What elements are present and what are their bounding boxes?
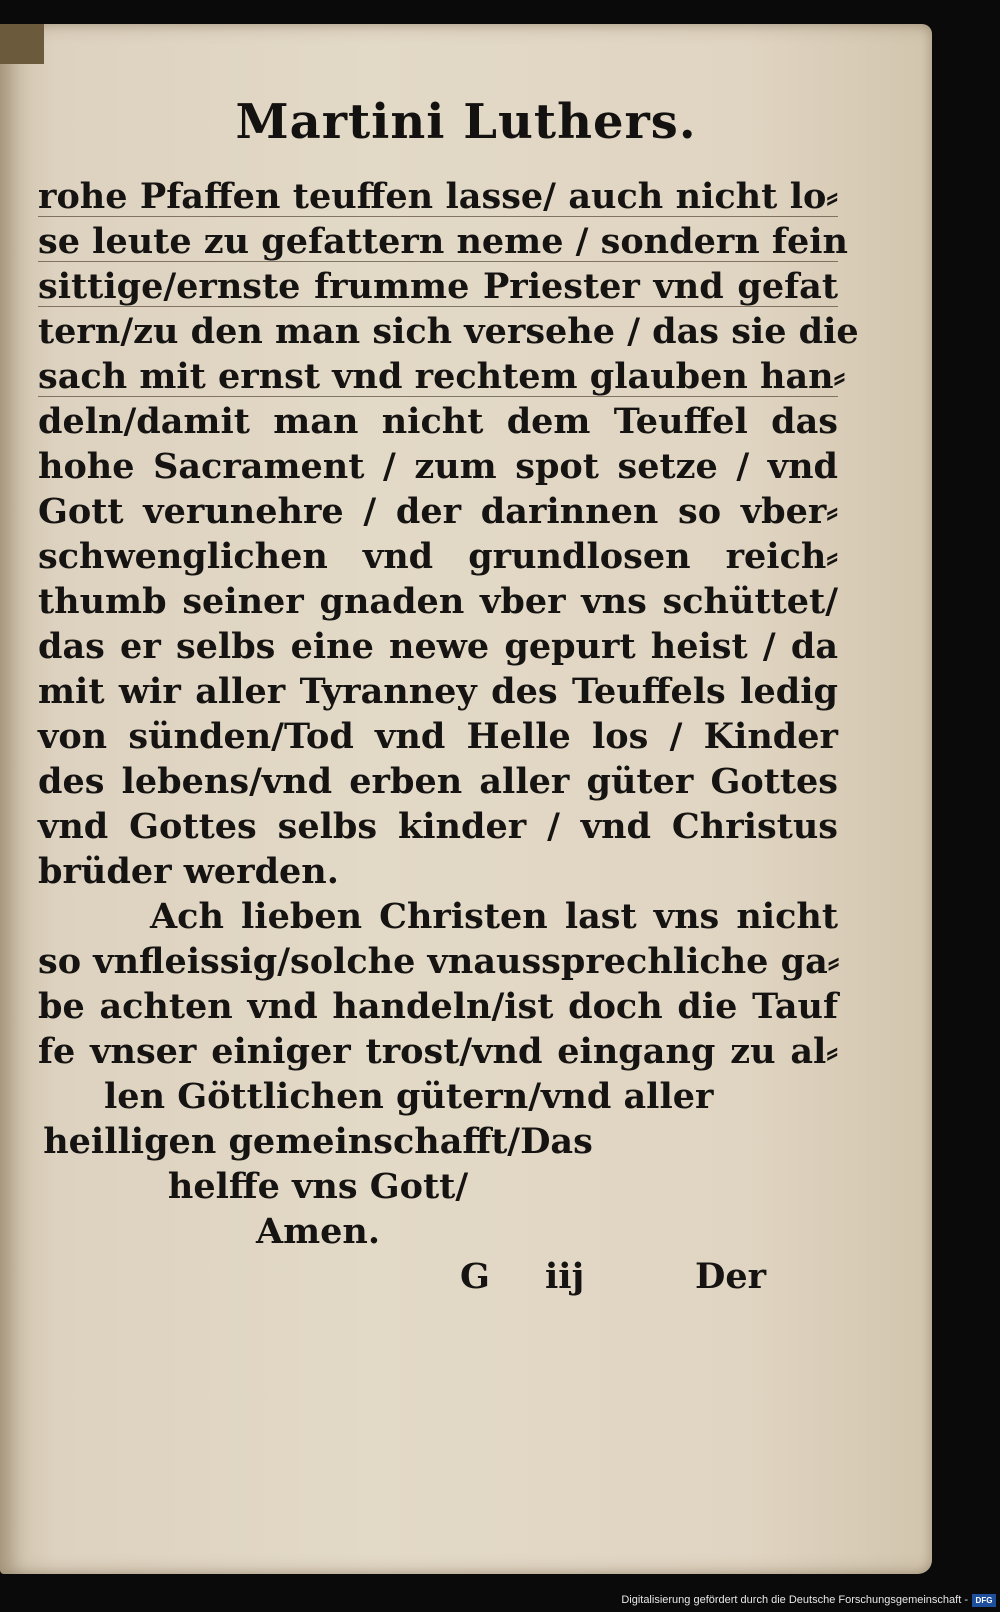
text-line: Gott verunehre / der darinnen so vber⸗ bbox=[38, 491, 838, 532]
signature-mark: G bbox=[460, 1256, 490, 1297]
body-text bbox=[38, 174, 859, 1254]
text-line: fe vnser einiger trost/vnd eingang zu al⸗ bbox=[38, 1031, 838, 1072]
text-line: rohe Pfaffen teuffen lasse/ auch nicht lo⸗ bbox=[38, 176, 838, 217]
catchword: Der bbox=[695, 1256, 767, 1297]
text-line: mit wir aller Tyranney des Teuffels ledig bbox=[38, 671, 838, 712]
paragraph-2 bbox=[38, 894, 838, 1254]
text-line: be achten vnd handeln/ist doch die Tauf bbox=[38, 986, 838, 1027]
text-line: helffe vns Gott/ bbox=[167, 1166, 469, 1207]
text-line: brüder werden. bbox=[38, 851, 339, 892]
paragraph-1 bbox=[38, 174, 859, 894]
running-title: Martini Luthers. bbox=[235, 94, 697, 150]
signature-line bbox=[0, 1256, 932, 1306]
dfg-logo: DFG bbox=[972, 1594, 996, 1607]
text-line: deln/damit man nicht dem Teuffel das bbox=[38, 401, 838, 442]
text-line: se leute zu gefattern neme / sondern fein bbox=[38, 221, 848, 262]
text-line: Amen. bbox=[255, 1211, 381, 1252]
text-line: thumb seiner gnaden vber vns schüttet/ bbox=[38, 581, 838, 622]
text-line: das er selbs eine newe gepurt heist / da bbox=[38, 626, 838, 667]
signature-number: iij bbox=[545, 1256, 585, 1297]
book-page bbox=[0, 24, 932, 1574]
text-line: von sünden/Tod vnd Helle los / Kinder bbox=[38, 716, 838, 757]
text-line: tern/zu den man sich versehe / das sie die bbox=[38, 311, 859, 352]
text-line: heilligen gemeinschafft/Das bbox=[43, 1121, 593, 1162]
text-line: vnd Gottes selbs kinder / vnd Christus bbox=[38, 806, 838, 847]
text-line: des lebens/vnd erben aller güter Gottes bbox=[38, 761, 838, 802]
text-line: so vnfleissig/solche vnaussprechliche ga⸗ bbox=[38, 941, 840, 982]
text-line: sach mit ernst vnd rechtem glauben han⸗ bbox=[38, 356, 846, 397]
funding-notice: Digitalisierung gefördert durch die Deutsche Forschungsgemeinschaft - bbox=[621, 1594, 968, 1606]
text-line: schwenglichen vnd grundlosen reich⸗ bbox=[38, 536, 838, 577]
text-line: Ach lieben Christen last vns nicht bbox=[150, 896, 838, 937]
footer-bar bbox=[0, 1576, 1000, 1612]
text-line: hohe Sacrament / zum spot setze / vnd bbox=[38, 446, 838, 487]
text-line: len Göttlichen gütern/vnd aller bbox=[104, 1076, 714, 1117]
book-spine-edge bbox=[0, 24, 44, 64]
text-line: sittige/ernste frumme Priester vnd gefat bbox=[38, 266, 838, 307]
